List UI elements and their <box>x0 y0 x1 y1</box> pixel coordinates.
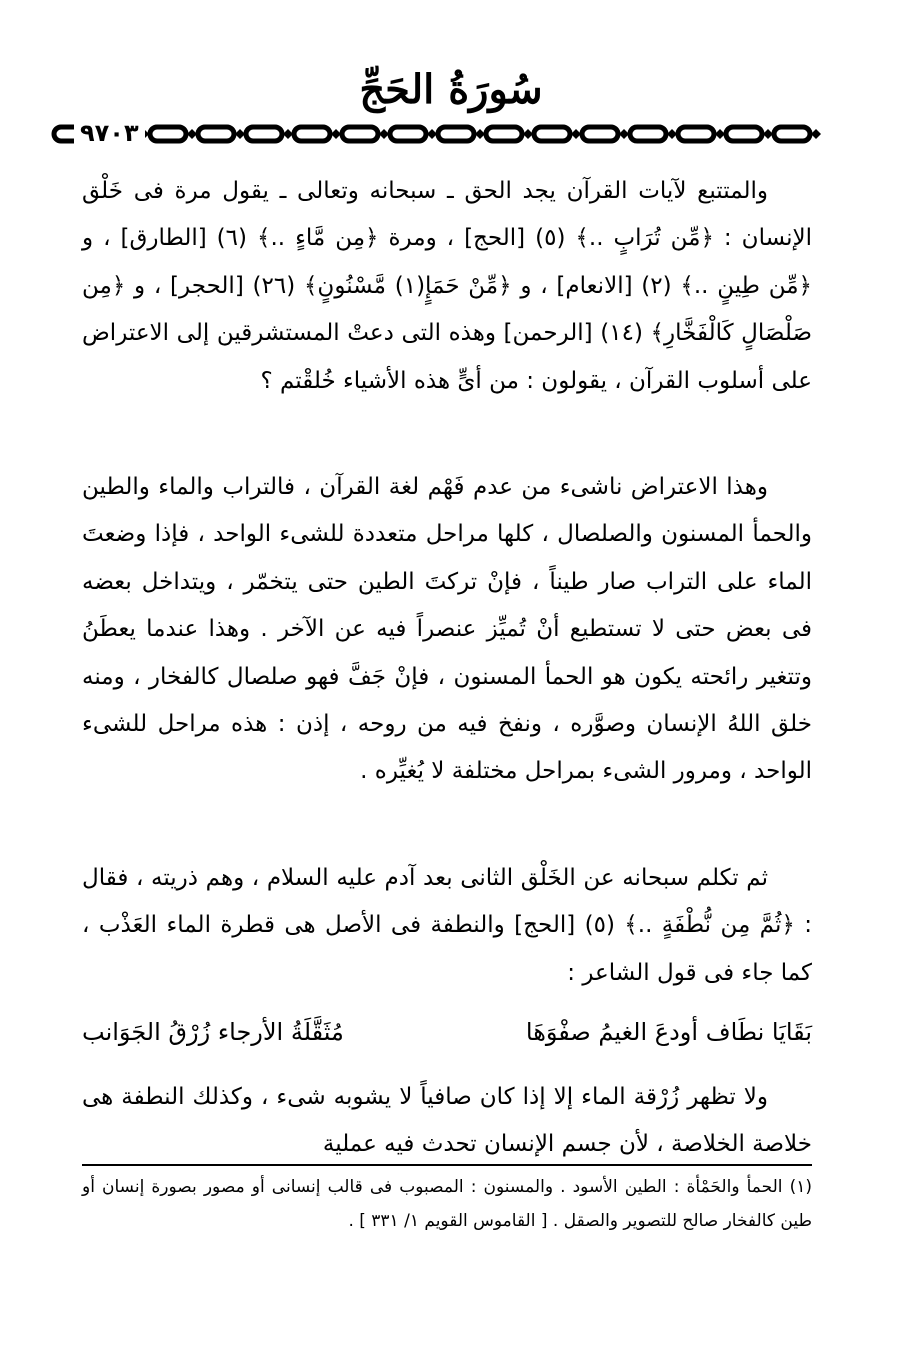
chain-link <box>438 127 474 141</box>
paragraph: ثم تكلم سبحانه عن الخَلْق الثانى بعد آدم عليه السلام ، وهم ذريته ، فقال : ﴿ثُمَّ مِن نُّطْفَةٍ ..﴾ (٥) [الحج] والنطفة فى الأصل هى قطرة الماء العَذْب ، كما جاء فى قول الشاعر : <box>82 865 813 986</box>
chain-link <box>150 127 186 141</box>
chain-diamond <box>427 129 437 139</box>
chain-diamond <box>619 129 629 139</box>
chain-link <box>486 127 522 141</box>
chain-link <box>774 127 810 141</box>
chain-link <box>534 127 570 141</box>
chain-diamond <box>571 129 581 139</box>
page-number: ٩٧٠٣ <box>74 116 145 150</box>
chain-diamond <box>331 129 341 139</box>
chain-link <box>246 127 282 141</box>
paragraph: ولا تظهر زُرْقة الماء إلا إذا كان صافياً لا يشوبه شىء ، وكذلك النطفة هى خلاصة الخلاصة ، لأن جسم الإنسان تحدث فيه عملية <box>82 1084 812 1158</box>
chain-diamond <box>475 129 485 139</box>
chain-diamond <box>235 129 245 139</box>
decorative-border <box>50 114 840 154</box>
footnote: (١) الحمأ والحَمْأة : الطين الأسود . والمسنون : المصبوب فى قالب إنسانى أو مصور بصورة إنسان أو طين كالفخار صالح للتصوير والصقل . [ القاموس القويم ١/ ٣٣١ ] . <box>82 1177 812 1231</box>
chain-link <box>582 127 618 141</box>
surah-title: سُورَةُ الحَجِّ <box>359 66 543 113</box>
chain-diamond <box>667 129 677 139</box>
chain-diamond <box>187 129 197 139</box>
chain-link <box>678 127 714 141</box>
chain-diamond <box>811 129 821 139</box>
chain-link <box>342 127 378 141</box>
chain-diamond <box>523 129 533 139</box>
chain-link <box>726 127 762 141</box>
verse-first-hemistich: بَقَايَا نطَاف أودعَ الغيمُ صفْوَهَا <box>525 1018 812 1046</box>
chain-link <box>198 127 234 141</box>
paragraph: والمتتبع لآيات القرآن يجد الحق ـ سبحانه وتعالى ـ يقول مرة فى خَلْق الإنسان : ﴿مِّن تُرَابٍ ..﴾ (٥) [الحج] ، ومرة ﴿مِن مَّاءٍ ..﴾ (٦) [الطارق] ، و ﴿مِّن طِينٍ ..﴾ (٢) [الانعام] ، و ﴿مِّنْ حَمَإٍ(١) مَّسْنُونٍ﴾ (٢٦) [الحجر] ، و ﴿مِن صَلْصَالٍ كَالْفَخَّارِ﴾ (١٤) [الرحمن] وهذه التى دعتْ المستشرقين إلى الاعتراض على أسلوب القرآن ، يقولون : من أىٍّ هذه الأشياء خُلقْتم ؟ <box>82 178 812 394</box>
chain-link <box>390 127 426 141</box>
chain-diamond <box>715 129 725 139</box>
chain-diamond <box>763 129 773 139</box>
verse-second-hemistich: مُثَقَّلَةُ الأرجاء زُرْقُ الجَوَانب <box>82 1018 344 1046</box>
chain-diamond <box>283 129 293 139</box>
footnote-divider <box>82 1164 812 1166</box>
chain-link <box>294 127 330 141</box>
chain-diamond <box>379 129 389 139</box>
chain-link <box>630 127 666 141</box>
poetry-verse <box>82 1008 812 1056</box>
paragraph: وهذا الاعتراض ناشىء من عدم فَهْم لغة القرآن ، فالتراب والماء والطين والحمأ المسنون والصلصال ، كلها مراحل متعددة للشىء الواحد ، فإذا وضعتَ الماء على التراب صار طيناً ، فإنْ تركتَ الطين حتى يتخمّر ، ويتداخل بعضه فى بعض حتى لا تستطيع أنْ تُميِّز عنصراً فيه عن الآخر . وهذا عندما يعطَنُ وتتغير رائحته يكون هو الحمأ المسنون ، فإنْ جَفَّ فهو صلصال كالفخار ، ومنه خلق اللهُ الإنسان وصوَّره ، ونفخ فيه من روحه ، إذن : هذه مراحل للشىء الواحد ، ومرور الشىء بمراحل مختلفة لا يُغيِّره . <box>82 474 812 785</box>
